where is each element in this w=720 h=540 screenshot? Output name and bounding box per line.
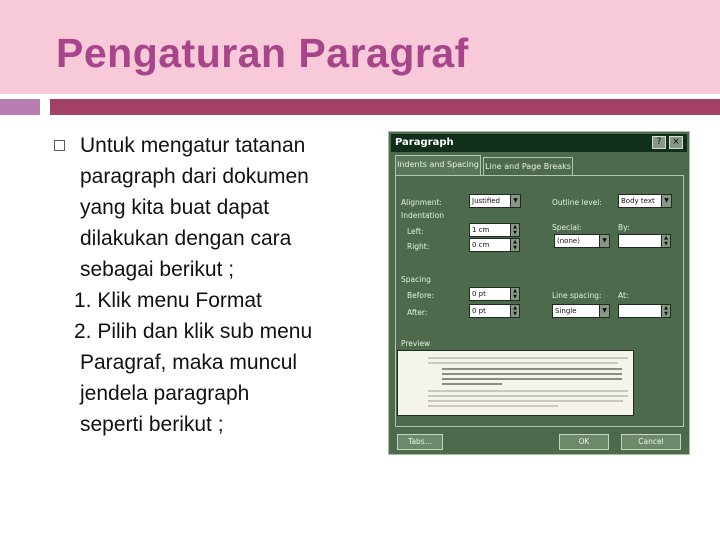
line-spacing-select[interactable]: Single [552, 304, 600, 318]
before-spinner[interactable]: ▲ ▼ [510, 287, 520, 301]
slide-title: Pengaturan Paragraf [56, 30, 469, 76]
preview-line [442, 368, 622, 370]
dialog-title: Paragraph [395, 137, 454, 148]
body-line: 2. Pilih dan klik sub menu [74, 320, 313, 343]
after-spinner[interactable]: ▲ ▼ [510, 304, 520, 318]
alignment-label: Alignment: [401, 198, 442, 207]
body-line: sebagai berikut ; [80, 258, 235, 281]
bullet-square-icon [54, 140, 65, 151]
right-indent-label: Right: [407, 242, 430, 251]
body-line: Untuk mengatur tatanan [80, 134, 306, 157]
alignment-select[interactable]: Justified [469, 194, 511, 208]
preview-line [428, 395, 628, 397]
by-label: By: [618, 223, 630, 232]
tabs-button[interactable]: Tabs... [397, 434, 443, 450]
preview-line [428, 390, 628, 392]
body-line: paragraph dari dokumen [80, 165, 309, 188]
accent-bar-left [0, 99, 40, 115]
before-field[interactable]: 0 pt [469, 287, 511, 301]
left-indent-spinner[interactable]: ▲ ▼ [510, 223, 520, 237]
indentation-label: Indentation [401, 211, 444, 220]
preview-area [397, 350, 634, 416]
outline-level-label: Outline level: [552, 198, 602, 207]
tab-line-and-page-breaks[interactable]: Line and Page Breaks [483, 157, 573, 175]
right-indent-spinner[interactable]: ▲ ▼ [510, 238, 520, 252]
preview-label: Preview [401, 339, 431, 348]
special-select[interactable]: (none) [554, 234, 600, 248]
body-line: Paragraf, maka muncul [80, 351, 298, 374]
right-indent-field[interactable]: 0 cm [469, 238, 511, 252]
preview-line [428, 362, 618, 364]
body-line: jendela paragraph [80, 382, 250, 405]
preview-line [442, 373, 622, 375]
help-icon[interactable]: ? [652, 136, 666, 149]
line-spacing-label: Line spacing: [552, 291, 602, 300]
body-line: dilakukan dengan cara [80, 227, 292, 250]
after-label: After: [407, 308, 428, 317]
chevron-down-icon[interactable]: ▼ [510, 194, 521, 208]
dialog-titlebar [391, 134, 687, 152]
at-field[interactable] [618, 304, 662, 318]
at-label: At: [618, 291, 629, 300]
special-label: Special: [552, 223, 582, 232]
chevron-down-icon[interactable]: ▼ [599, 234, 610, 248]
before-label: Before: [407, 291, 435, 300]
close-icon[interactable]: × [669, 136, 683, 149]
left-indent-field[interactable]: 1 cm [469, 223, 511, 237]
body-line: yang kita buat dapat [80, 196, 270, 219]
preview-line [442, 378, 622, 380]
ok-button[interactable]: OK [559, 434, 609, 450]
paragraph-dialog [388, 131, 690, 455]
body-line: 1. Klik menu Format [74, 289, 262, 312]
cancel-button[interactable]: Cancel [621, 434, 681, 450]
chevron-down-icon[interactable]: ▼ [661, 194, 672, 208]
tab-indents-and-spacing[interactable]: Indents and Spacing [395, 155, 481, 176]
by-field[interactable] [618, 234, 662, 248]
after-field[interactable]: 0 pt [469, 304, 511, 318]
preview-line [428, 400, 623, 402]
chevron-down-icon[interactable]: ▼ [599, 304, 610, 318]
preview-line [428, 357, 628, 359]
accent-bar-right [50, 99, 720, 115]
left-indent-label: Left: [407, 227, 424, 236]
body-line: seperti berikut ; [80, 413, 224, 436]
preview-line [442, 383, 502, 385]
at-spinner[interactable]: ▲ ▼ [661, 304, 671, 318]
by-spinner[interactable]: ▲ ▼ [661, 234, 671, 248]
outline-level-select[interactable]: Body text [618, 194, 662, 208]
body-text [74, 130, 370, 440]
spacing-label: Spacing [401, 275, 431, 284]
preview-line [428, 405, 558, 407]
